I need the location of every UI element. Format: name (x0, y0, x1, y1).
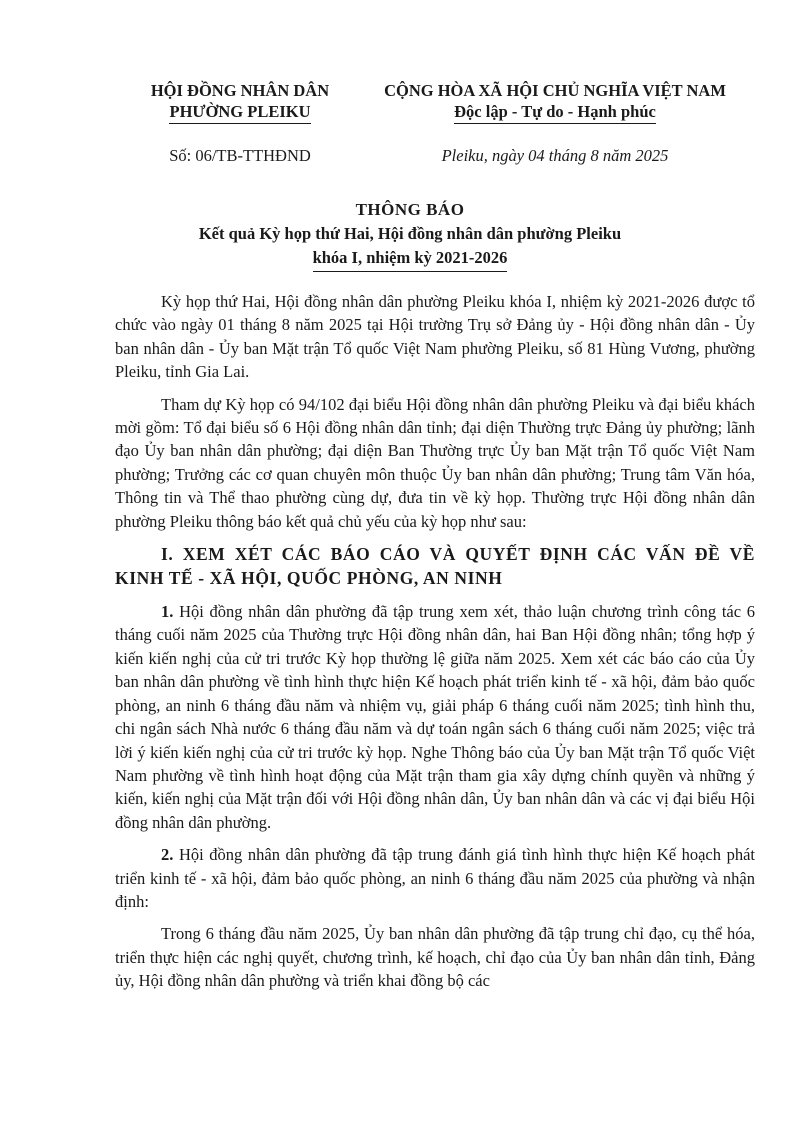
issuing-organization (140, 80, 340, 124)
nation-name: CỘNG HÒA XÃ HỘI CHỦ NGHĨA VIỆT NAM (384, 81, 726, 100)
item-1-text: Hội đồng nhân dân phường đã tập trung xem xét, thảo luận chương trình công tác 6 tháng cuối năm 2025 của Thường trực Hội đồng nhân dân, hai Ban Hội đồng nhân; tổng hợp ý kiến kiến nghị của cử tri trước Kỳ họp thường lệ giữa năm 2025. Xem xét các báo cáo của Ủy ban nhân dân phường về tình hình thực hiện Kế hoạch phát triển kinh tế - xã hội, đảm bảo quốc phòng, an ninh 6 tháng đầu năm và nhiệm vụ, giải pháp 6 tháng cuối năm 2025; tình hình thu, chi ngân sách Nhà nước 6 tháng đầu năm và dự toán ngân sách 6 tháng cuối năm 2025; việc trả lời ý kiến kiến nghị của cử tri trước kỳ họp. Nghe Thông báo của Ủy ban Mặt trận Tổ quốc Việt Nam phường về tình hình hoạt động của Mặt trận tham gia xây dựng chính quyền và những ý kiến, kiến nghị của Mặt trận đối với Hội đồng nhân dân, Ủy ban nhân dân và các vị đại biểu Hội đồng nhân dân phường. (115, 602, 755, 832)
org-name-line1: HỘI ĐỒNG NHÂN DÂN (150, 81, 330, 100)
document-body (115, 290, 755, 1002)
item-1-number: 1. (161, 602, 174, 622)
item-2-number: 2. (161, 845, 174, 865)
national-motto: Độc lập - Tự do - Hạnh phúc (454, 101, 656, 124)
title-subject-line2: khóa I, nhiệm kỳ 2021-2026 (313, 246, 508, 272)
paragraph-session-info: Kỳ họp thứ Hai, Hội đồng nhân dân phường Pleiku khóa I, nhiệm kỳ 2021-2026 được tổ chức vào ngày 01 tháng 8 năm 2025 tại Hội trường Trụ sở Đảng ủy - Hội đồng nhân dân - Ủy ban nhân dân - Ủy ban Mặt trận Tổ quốc Việt Nam phường Pleiku, số 81 Hùng Vương, phường Pleiku, tỉnh Gia Lai. (115, 292, 755, 382)
title-subject-line1: Kết quả Kỳ họp thứ Hai, Hội đồng nhân dân phường Pleiku (198, 224, 622, 243)
document-title (100, 198, 720, 272)
org-name-line2: PHƯỜNG PLEIKU (169, 101, 310, 124)
item-1 (115, 600, 755, 834)
document-number: Số: 06/TB-TTHĐND (169, 146, 311, 165)
section-heading-1: I. XEM XÉT CÁC BÁO CÁO VÀ QUYẾT ĐỊNH CÁC VẤN ĐỀ VỀ KINH TẾ - XÃ HỘI, QUỐC PHÒNG, AN NINH (115, 544, 755, 589)
paragraph-attendees: Tham dự Kỳ họp có 94/102 đại biểu Hội đồng nhân dân phường Pleiku và đại biểu khách mời gồm: Tổ đại biểu số 6 Hội đồng nhân dân tỉnh; đại diện Thường trực Đảng ủy phường; lãnh đạo Ủy ban nhân dân phường; đại diện Ban Thường trực Ủy ban Mặt trận Tổ quốc Việt Nam phường; Trưởng các cơ quan chuyên môn thuộc Ủy ban nhân dân phường; Trung tâm Văn hóa, Thông tin và Thể thao phường cùng dự, đưa tin về kỳ họp. Thường trực Hội đồng nhân dân phường Pleiku thông báo kết quả chủ yếu của kỳ họp như sau: (115, 394, 755, 531)
title-type: THÔNG BÁO (355, 200, 465, 219)
item-2 (115, 843, 755, 913)
place-and-date: Pleiku, ngày 04 tháng 8 năm 2025 (441, 146, 669, 165)
national-header (355, 80, 755, 124)
paragraph-assessment: Trong 6 tháng đầu năm 2025, Ủy ban nhân dân phường đã tập trung chỉ đạo, cụ thể hóa, triển thực hiện các nghị quyết, chương trình, kế hoạch, chỉ đạo của Ủy ban nhân dân tỉnh, Đảng ủy, Hội đồng nhân dân phường và triển khai đồng bộ các (115, 924, 755, 991)
item-2-text: Hội đồng nhân dân phường đã tập trung đánh giá tình hình thực hiện Kế hoạch phát triển kinh tế - xã hội, đảm bảo quốc phòng, an ninh 6 tháng đầu năm 2025 của phường và nhận định: (115, 845, 755, 911)
